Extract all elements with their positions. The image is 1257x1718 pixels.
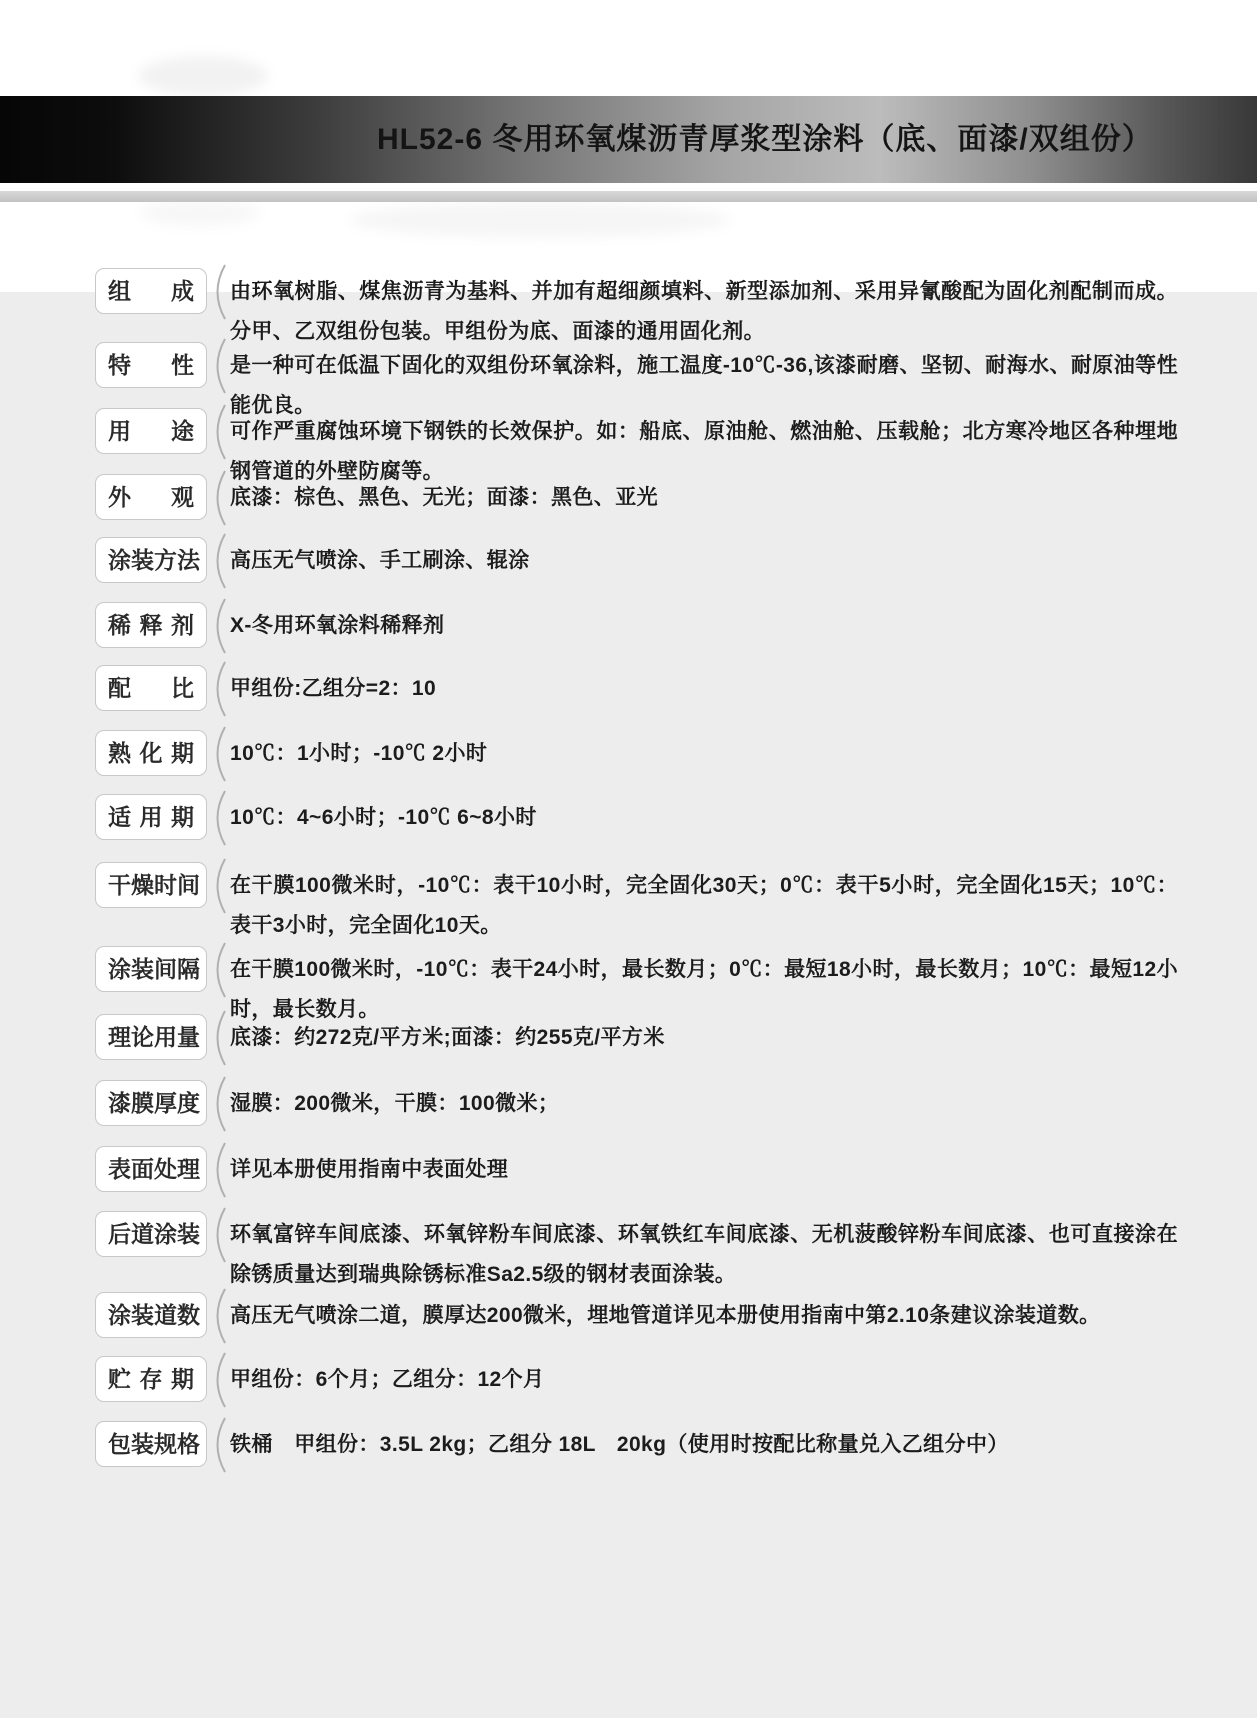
- spec-value: 甲组份:乙组分=2：10: [230, 677, 437, 700]
- open-paren-decoration: [206, 597, 228, 655]
- spec-value: 详见本册使用指南中表面处理: [230, 1158, 509, 1181]
- open-paren-decoration: [206, 1351, 228, 1409]
- spec-label-pill: [95, 1356, 207, 1402]
- open-paren-decoration: [206, 337, 228, 395]
- spec-label: 熟化期: [108, 739, 194, 766]
- spec-label: 用途: [108, 417, 194, 444]
- spec-label-pill: [95, 794, 207, 840]
- watermark-blob: [140, 200, 260, 226]
- open-paren-decoration: [206, 1206, 228, 1264]
- spec-label: 涂装道数: [108, 1301, 200, 1328]
- spec-value: 高压无气喷涂二道，膜厚达200微米，埋地管道详见本册使用指南中第2.10条建议涂装道数。: [230, 1304, 1101, 1327]
- spec-label: 特性: [108, 351, 194, 378]
- page-title: HL52-6 冬用环氧煤沥青厚浆型涂料（底、面漆/双组份）: [377, 123, 1153, 156]
- spec-label: 贮存期: [108, 1365, 194, 1392]
- spec-label: 外观: [108, 483, 194, 510]
- spec-value: 湿膜：200微米，干膜：100微米；: [230, 1092, 560, 1115]
- spec-label: 配比: [108, 674, 194, 701]
- watermark-blob: [138, 56, 268, 96]
- open-paren-decoration: [206, 263, 228, 321]
- spec-label-pill: [95, 408, 207, 454]
- spec-value: 是一种可在低温下固化的双组份环氧涂料，施工温度-10℃-36,该漆耐磨、坚韧、耐海水、耐原油等性能优良。: [230, 354, 1178, 417]
- spec-value: X-冬用环氧涂料稀释剂: [230, 614, 445, 637]
- spec-label: 涂装方法: [108, 546, 200, 573]
- open-paren-decoration: [206, 1075, 228, 1133]
- spec-value: 由环氧树脂、煤焦沥青为基料、并加有超细颜填料、新型添加剂、采用异氰酸配为固化剂配制而成。分甲、乙双组份包装。甲组份为底、面漆的通用固化剂。: [230, 280, 1178, 343]
- header-divider-strip: [0, 191, 1257, 202]
- spec-label: 稀释剂: [108, 611, 194, 638]
- spec-label-pill: [95, 474, 207, 520]
- spec-label: 包装规格: [108, 1430, 200, 1457]
- header-bar: [0, 96, 1257, 183]
- spec-label-pill: [95, 1292, 207, 1338]
- spec-value: 高压无气喷涂、手工刷涂、辊涂: [230, 549, 530, 572]
- spec-label-pill: [95, 862, 207, 908]
- spec-value: 10℃：4~6小时；-10℃ 6~8小时: [230, 806, 537, 829]
- spec-label: 组成: [108, 277, 194, 304]
- open-paren-decoration: [206, 403, 228, 461]
- open-paren-decoration: [206, 1009, 228, 1067]
- spec-value: 10℃：1小时；-10℃ 2小时: [230, 742, 488, 765]
- spec-label: 漆膜厚度: [108, 1089, 200, 1116]
- spec-label: 干燥时间: [108, 871, 200, 898]
- spec-label-pill: [95, 946, 207, 992]
- spec-label-pill: [95, 665, 207, 711]
- spec-value: 可作严重腐蚀环境下钢铁的长效保护。如：船底、原油舱、燃油舱、压载舱；北方寒冷地区各种埋地钢管道的外壁防腐等。: [230, 420, 1178, 483]
- spec-value: 底漆：约272克/平方米;面漆：约255克/平方米: [230, 1026, 665, 1049]
- open-paren-decoration: [206, 469, 228, 527]
- open-paren-decoration: [206, 1416, 228, 1474]
- spec-value: 甲组份：6个月；乙组分：12个月: [230, 1368, 545, 1391]
- spec-value: 铁桶 甲组份：3.5L 2kg；乙组分 18L 20kg（使用时按配比称量兑入乙组分中）: [230, 1433, 1009, 1456]
- open-paren-decoration: [206, 725, 228, 783]
- spec-label-pill: [95, 1014, 207, 1060]
- open-paren-decoration: [206, 1141, 228, 1199]
- spec-label: 后道涂装: [108, 1220, 200, 1247]
- spec-label-pill: [95, 342, 207, 388]
- spec-value: 在干膜100微米时，-10℃：表干24小时，最长数月；0℃：最短18小时，最长数月；10℃：最短12小时，最长数月。: [230, 958, 1178, 1021]
- spec-label-pill: [95, 1146, 207, 1192]
- open-paren-decoration: [206, 857, 228, 915]
- spec-label: 适用期: [108, 803, 194, 830]
- open-paren-decoration: [206, 660, 228, 718]
- open-paren-decoration: [206, 789, 228, 847]
- spec-label-pill: [95, 1080, 207, 1126]
- open-paren-decoration: [206, 1287, 228, 1345]
- spec-label-pill: [95, 268, 207, 314]
- spec-label: 理论用量: [108, 1023, 200, 1050]
- spec-value: 在干膜100微米时，-10℃：表干10小时，完全固化30天；0℃：表干5小时，完全固化15天；10℃：表干3小时，完全固化10天。: [230, 874, 1178, 937]
- spec-label-pill: [95, 602, 207, 648]
- spec-label-pill: [95, 537, 207, 583]
- spec-value: 底漆：棕色、黑色、无光；面漆：黑色、亚光: [230, 486, 658, 509]
- watermark-blob: [350, 202, 730, 238]
- spec-value: 环氧富锌车间底漆、环氧锌粉车间底漆、环氧铁红车间底漆、无机菠酸锌粉车间底漆、也可直接涂在除锈质量达到瑞典除锈标准Sa2.5级的钢材表面涂装。: [230, 1223, 1178, 1286]
- spec-label: 涂装间隔: [108, 955, 200, 982]
- spec-label-pill: [95, 1211, 207, 1257]
- spec-label-pill: [95, 1421, 207, 1467]
- spec-label: 表面处理: [108, 1155, 200, 1182]
- open-paren-decoration: [206, 532, 228, 590]
- open-paren-decoration: [206, 941, 228, 999]
- spec-label-pill: [95, 730, 207, 776]
